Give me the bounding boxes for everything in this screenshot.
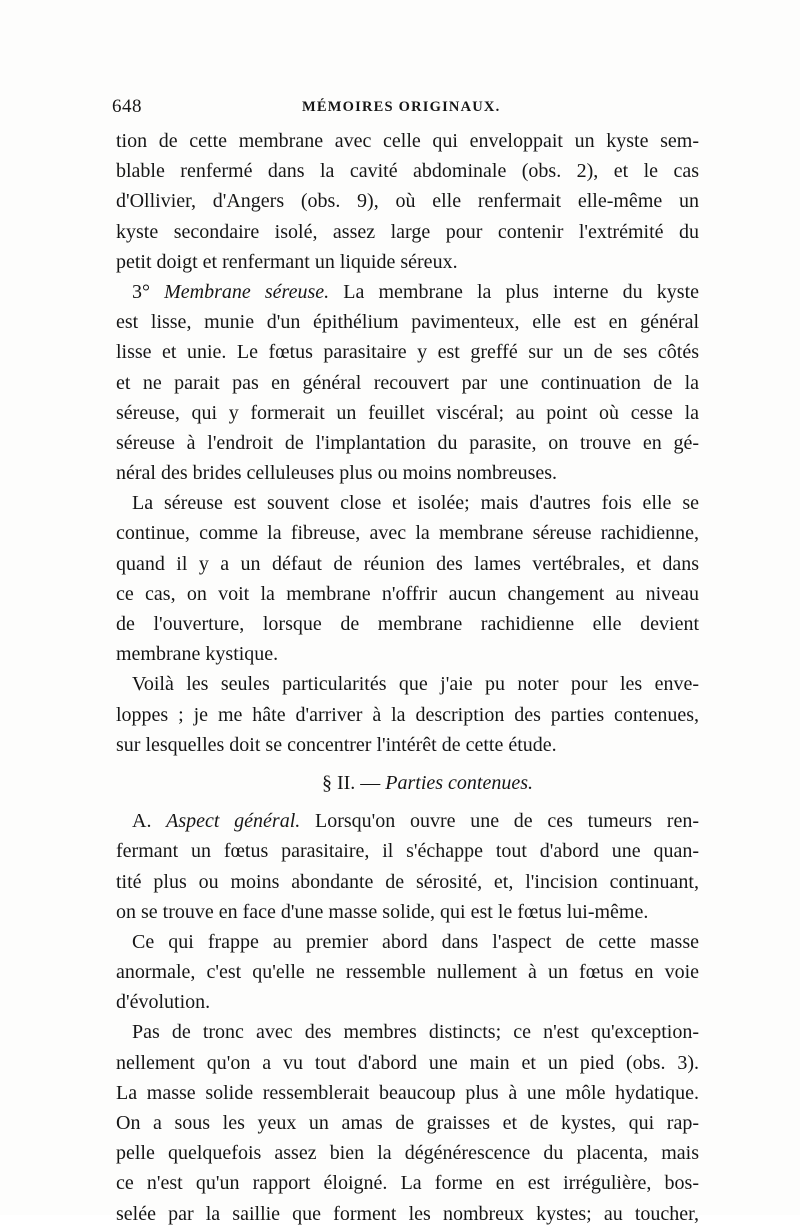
text-line: tité plus ou moins abondante de sérosité, et, l'incision continuant, — [116, 870, 699, 893]
text-line — [116, 806, 699, 836]
text-line: Voilà les seules particularités que j'aie pu noter pour les enve- — [132, 673, 699, 696]
text-line: La séreuse est souvent close et isolée; mais d'autres fois elle se — [132, 492, 699, 515]
text-line: d'Ollivier, d'Angers (obs. 9), où elle renfermait elle-même un — [116, 190, 699, 213]
text-line: séreuse, qui y formerait un feuillet viscéral; au point où cesse la — [116, 401, 699, 424]
paragraph — [116, 126, 699, 277]
text-line: Pas de tronc avec des membres distincts; ce n'est qu'exception- — [132, 1021, 699, 1044]
subsection-title: Aspect général. — [166, 810, 301, 833]
text-line: et ne parait pas en général recouvert par une continuation de la — [116, 371, 699, 394]
subsection-title: Membrane séreuse. — [164, 280, 330, 303]
text-line: On a sous les yeux un amas de graisses et de kystes, qui rap- — [116, 1112, 699, 1134]
text-line: fermant un fœtus parasitaire, il s'échappe tout d'abord une quan- — [116, 840, 699, 863]
paragraph — [116, 806, 699, 927]
page-number: 648 — [112, 96, 142, 117]
paragraph — [116, 927, 699, 1018]
text-run: Lorsqu'on ouvre une de ces tumeurs ren- — [300, 810, 699, 833]
spacer — [116, 760, 699, 768]
paragraph-lead: 3° — [132, 280, 165, 303]
text-line: ce cas, on voit la membrane n'offrir aucun changement au niveau — [116, 582, 699, 605]
text-line: de l'ouverture, lorsque de membrane rachidienne elle devient — [116, 613, 699, 635]
text-line: tion de cette membrane avec celle qui enveloppait un kyste sem- — [116, 130, 699, 152]
paragraph-lead: A. — [132, 810, 167, 833]
text-line: pelle quelquefois assez bien la dégénérescence du placenta, mais — [116, 1142, 699, 1165]
text-line: blable renfermé dans la cavité abdominale (obs. 2), et le cas — [116, 160, 699, 183]
text-line: néral des brides celluleuses plus ou moins nombreuses. — [116, 462, 558, 485]
text-line: anormale, c'est qu'elle ne ressemble nullement à un fœtus en voie — [116, 961, 699, 984]
text-line: ce n'est qu'un rapport éloigné. La forme en est irrégulière, bos- — [116, 1172, 699, 1195]
text-line: on se trouve en face d'une masse solide, qui est le fœtus lui-même. — [116, 900, 649, 923]
text-line: kyste secondaire isolé, assez large pour contenir l'extrémité du — [116, 220, 699, 243]
text-line: continue, comme la fibreuse, avec la membrane séreuse rachidienne, — [116, 522, 699, 545]
section-heading-prefix: § II. — — [321, 771, 386, 794]
text-line: séreuse à l'endroit de l'implantation du parasite, on trouve en gé- — [116, 431, 699, 454]
paragraph — [116, 669, 699, 760]
text-line: petit doigt et renfermant un liquide séreux. — [116, 250, 458, 273]
text-line: est lisse, munie d'un épithélium pavimenteux, elle est en général — [116, 311, 699, 334]
text-line: Ce qui frappe au premier abord dans l'aspect de cette masse — [132, 930, 699, 953]
body-text — [116, 126, 699, 1229]
spacer — [116, 798, 699, 806]
text-run: La membrane la plus interne du kyste — [329, 280, 699, 303]
paragraph — [116, 488, 699, 669]
section-heading — [116, 768, 699, 798]
text-line: membrane kystique. — [116, 643, 279, 666]
text-line: sur lesquelles doit se concentrer l'intérêt de cette étude. — [116, 733, 557, 756]
running-title: MÉMOIRES ORIGINAUX. — [302, 99, 501, 115]
text-line: quand il y a un défaut de réunion des lames vertébrales, et dans — [116, 552, 699, 575]
text-line: nellement qu'on a vu tout d'abord une main et un pied (obs. 3). — [116, 1051, 699, 1074]
paragraph — [116, 1017, 699, 1228]
text-line — [116, 277, 699, 307]
section-heading-title: Parties contenues. — [385, 771, 534, 794]
text-line: lisse et unie. Le fœtus parasitaire y est greffé sur un de ses côtés — [116, 341, 699, 364]
text-line: La masse solide ressemblerait beaucoup plus à une môle hydatique. — [116, 1081, 699, 1104]
text-line: d'évolution. — [116, 991, 211, 1014]
text-line: selée par la saillie que forment les nombreux kystes; au toucher, — [116, 1202, 699, 1225]
running-header — [112, 96, 702, 120]
text-line: loppes ; je me hâte d'arriver à la description des parties contenues, — [116, 703, 699, 726]
paragraph — [116, 277, 699, 488]
